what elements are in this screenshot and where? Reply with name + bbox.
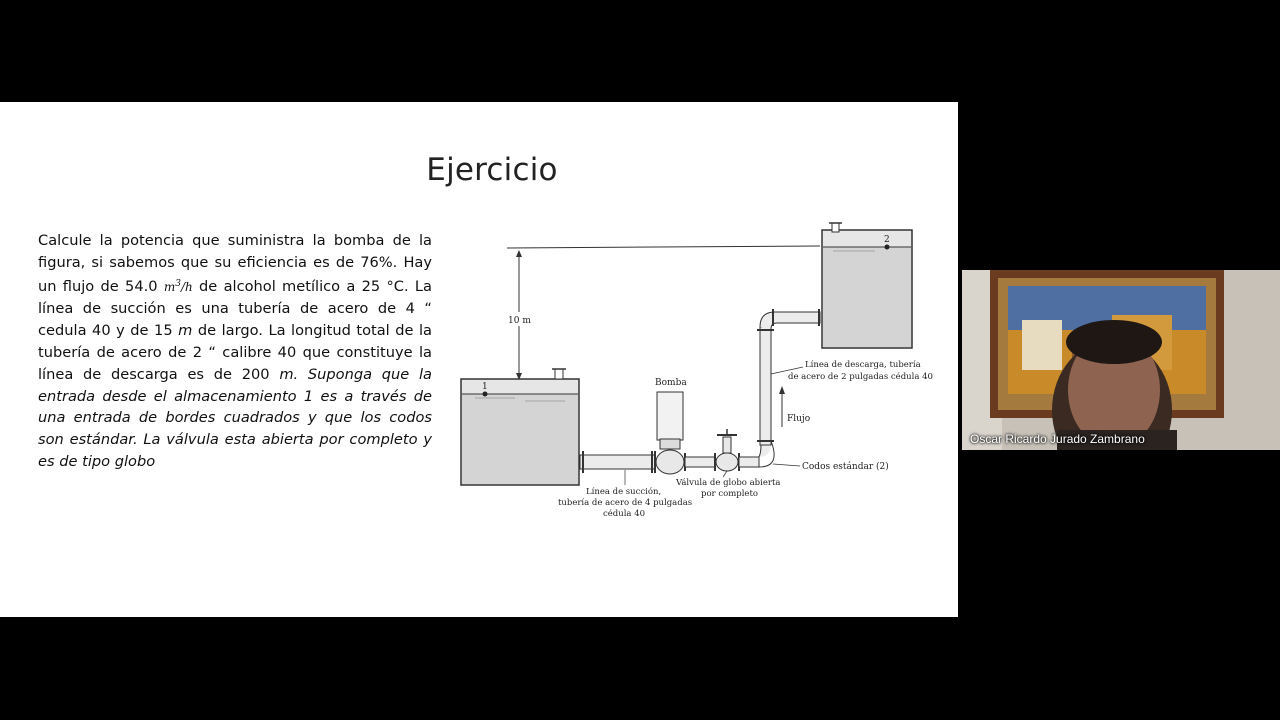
suction-pipe <box>580 455 655 469</box>
suction-label-2: tubería de acero de 4 pulgadas <box>558 498 693 508</box>
discharge-riser <box>760 327 771 445</box>
pump-label: Bomba <box>655 378 687 388</box>
point-1-label: 1 <box>482 382 488 392</box>
point-2-label: 2 <box>884 235 890 245</box>
participant-name: Oscar Ricardo Jurado Zambrano <box>970 432 1145 446</box>
problem-text-3: de largo. La longitud total de la tubería de acero de 2 “ calibre 40 que constituye la línea de descarga es de 200 <box>38 322 432 383</box>
discharge-line-1: Línea de descarga, tubería <box>805 360 921 370</box>
slide-title: Ejercicio <box>426 152 558 188</box>
length-unit-discharge: m. <box>279 365 299 383</box>
shared-slide <box>0 102 958 617</box>
suction-label-1: Línea de succión, <box>586 487 662 497</box>
pump-system-diagram <box>455 217 945 537</box>
pump <box>655 378 687 474</box>
problem-text-2: de alcohol metílico a 25 °C. La línea de succión es una tubería de acero de 4 “ cedula 40 y de 15 <box>38 277 432 340</box>
height-label: 10 m <box>508 316 531 326</box>
elbows-label: Codos estándar (2) <box>802 462 889 472</box>
valve-label-2: por completo <box>701 489 758 499</box>
flow-label: Flujo <box>787 414 811 424</box>
participant-video <box>962 270 1280 450</box>
lower-tank <box>461 369 579 485</box>
valve-label-1: Válvula de globo abierta <box>676 478 781 488</box>
problem-text-1: Calcule la potencia que suministra la bomba de la figura, si sabemos que su eficiencia es de 76%. Hay un flujo de 54.0 <box>38 232 432 295</box>
flow-unit: $m^3/h$ <box>163 278 193 294</box>
globe-valve <box>715 429 739 471</box>
upper-elbow <box>760 312 820 329</box>
upper-level-line <box>507 246 820 248</box>
problem-text-4: Suponga que la entrada desde el almacenamiento 1 es a través de una entrada de bordes cuadrados y que los codos son estándar. La válvula esta abierta por completo y es de tipo globo <box>38 365 432 470</box>
participant-video-tile[interactable] <box>962 270 1280 450</box>
suction-label-3: cédula 40 <box>603 509 646 519</box>
discharge-line-2: de acero de 2 pulgadas cédula 40 <box>788 372 933 382</box>
discharge-pipe-horizontal <box>739 457 759 467</box>
upper-tank <box>822 223 912 348</box>
problem-statement <box>38 230 432 473</box>
length-unit-suction: m <box>178 322 193 340</box>
